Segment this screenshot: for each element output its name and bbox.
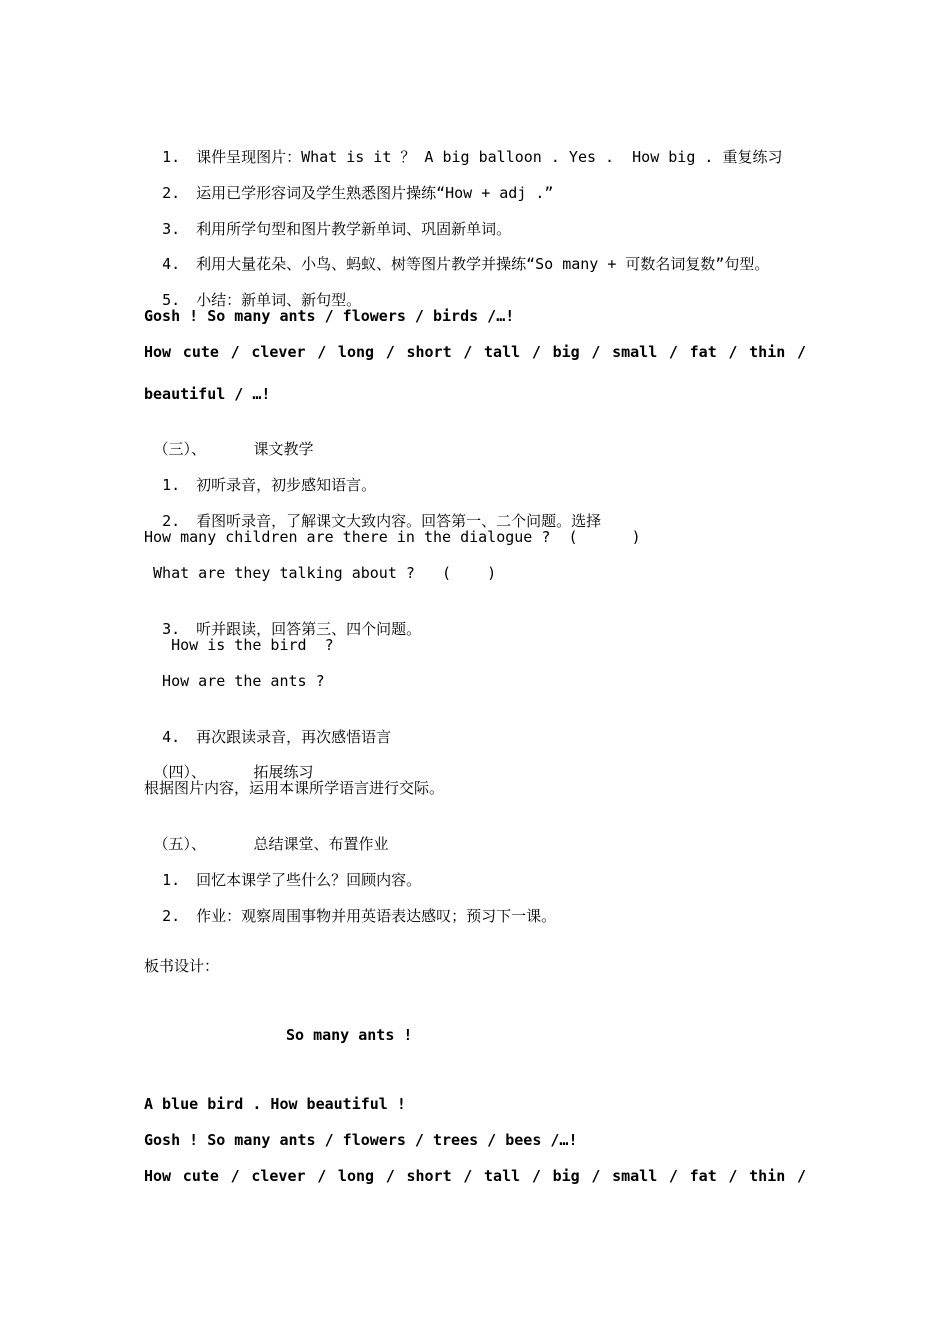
board-line: A blue bird . How beautiful ! [144, 1095, 406, 1113]
board-design-title: 板书设计： [144, 957, 220, 975]
step-text: 初听录音，初步感知语言。 [196, 476, 377, 494]
step-item [144, 599, 421, 639]
step-item [144, 850, 421, 890]
step-item [144, 270, 361, 310]
step-item [144, 199, 511, 239]
step-text: 回忆本课学了些什么？回顾内容。 [196, 871, 422, 889]
step-item [144, 455, 376, 495]
step-number: 2. [162, 184, 181, 202]
section-heading [144, 814, 389, 854]
section-title: 总结课堂、布置作业 [253, 835, 389, 853]
step-text: 听并跟读，回答第三、四个问题。 [196, 620, 422, 638]
step-number: 4. [162, 255, 181, 273]
question-line: How many children are there in the dialogue ? ( ) [144, 528, 641, 546]
step-number: 4. [162, 728, 181, 746]
step-text: 小结：新单词、新句型。 [196, 291, 362, 309]
step-text: 课件呈现图片：What is it ？ A big balloon . Yes . How big . 重复练习 [196, 148, 783, 166]
step-text: 再次跟读录音，再次感悟语言 [196, 728, 392, 746]
section-heading [144, 419, 314, 459]
summary-gosh-sentence: Gosh ! So many ants / flowers / birds /…! [144, 307, 515, 325]
step-number: 1. [162, 476, 181, 494]
step-number: 5. [162, 291, 181, 309]
question-line: How are the ants ? [144, 672, 325, 690]
step-number: 3. [162, 220, 181, 238]
step-item [144, 163, 553, 203]
step-text: 利用大量花朵、小鸟、蚂蚁、树等图片教学并操练“So many + 可数名词复数”句型。 [196, 255, 770, 273]
board-headline: So many ants ! [286, 1026, 413, 1044]
board-line: How cute / clever / long / short / tall / big / small / fat / thin / [144, 1167, 806, 1185]
step-text: 作业：观察周围事物并用英语表达感叹；预习下一课。 [196, 907, 557, 925]
step-item [144, 886, 556, 926]
step-text: 利用所学句型和图片教学新单词、巩固新单词。 [196, 220, 512, 238]
step-item [144, 491, 601, 531]
section-label: （三）、 [153, 440, 207, 458]
step-number: 1. [162, 148, 181, 166]
step-text: 运用已学形容词及学生熟悉图片操练“How + adj .” [196, 184, 554, 202]
question-line: What are they talking about ? ( ) [144, 564, 497, 582]
board-line: Gosh ! So many ants / flowers / trees / bees /…! [144, 1131, 578, 1149]
step-number: 3. [162, 620, 181, 638]
step-text: 看图听录音，了解课文大致内容。回答第一、二个问题。选择 [196, 512, 602, 530]
section-title: 拓展练习 [253, 763, 314, 781]
summary-how-sentence: How cute / clever / long / short / tall / big / small / fat / thin / [144, 343, 806, 361]
section-title: 课文教学 [253, 440, 314, 458]
step-number: 2. [162, 512, 181, 530]
step-number: 2. [162, 907, 181, 925]
step-item [144, 234, 769, 274]
section-label: （五）、 [153, 835, 207, 853]
question-line: How is the bird ? [144, 636, 334, 654]
paragraph-text: 根据图片内容，运用本课所学语言进行交际。 [144, 779, 445, 797]
step-number: 1. [162, 871, 181, 889]
summary-how-continuation: beautiful / …! [144, 385, 271, 403]
section-label: （四）、 [153, 763, 207, 781]
step-item [144, 127, 782, 167]
step-item [144, 707, 391, 747]
section-heading [144, 742, 314, 782]
